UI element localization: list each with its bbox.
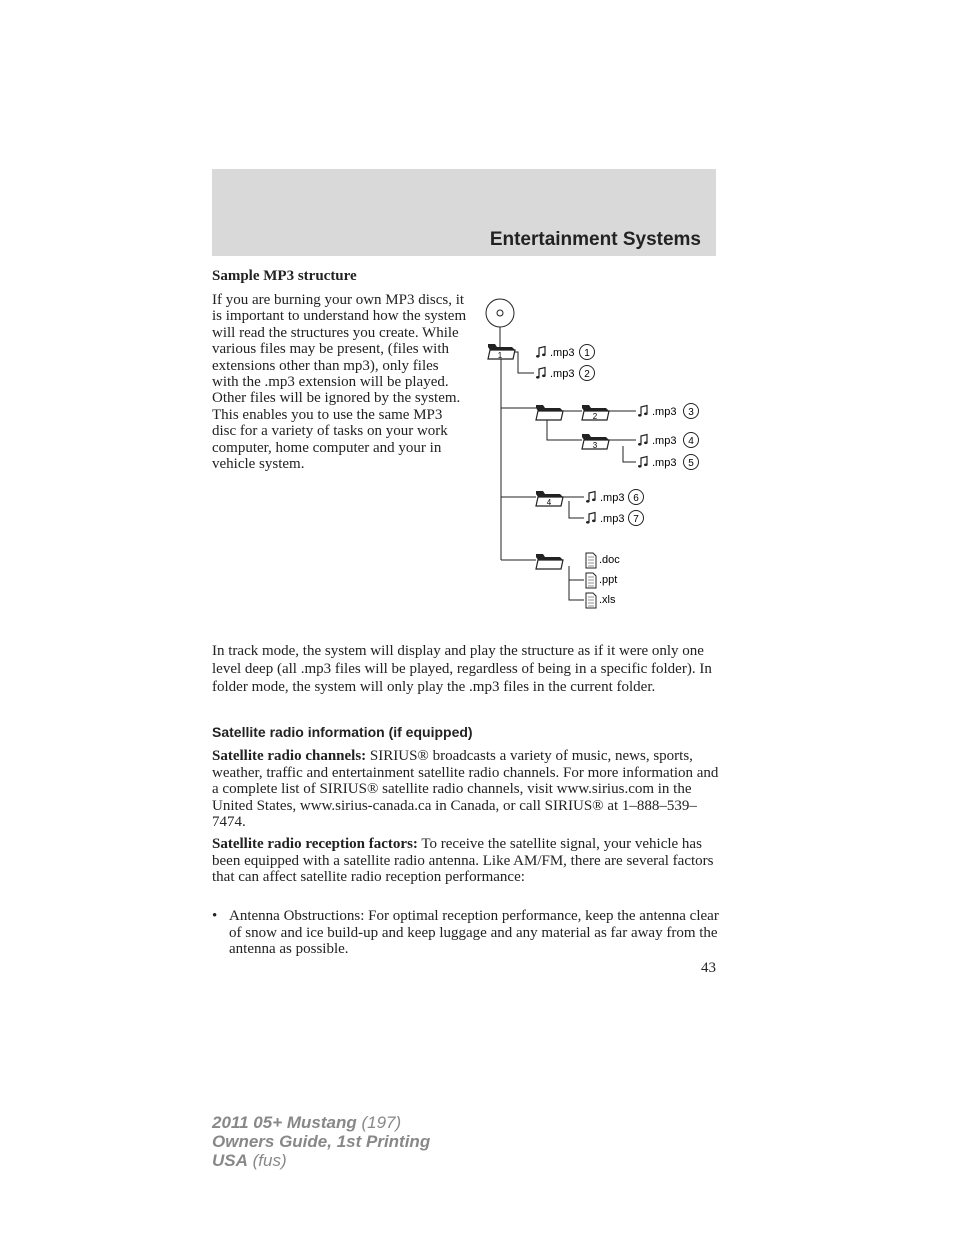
satellite-heading: Satellite radio information (if equipped) [212, 724, 473, 740]
folder-icon [536, 491, 563, 507]
page-number: 43 [701, 960, 716, 976]
section-header-band [212, 169, 716, 256]
document-footer [212, 1113, 430, 1170]
footer-guide-name: Owners Guide, 1st Printing [212, 1132, 431, 1151]
list-item [212, 908, 720, 958]
mp3-file-item [536, 366, 595, 381]
folder-icon [582, 405, 609, 421]
footer-model-code: (197) [361, 1113, 402, 1132]
mp3-file-item [638, 455, 699, 470]
document-icon [586, 593, 596, 608]
svg-text:.mp3: .mp3 [652, 435, 677, 447]
satellite-channels-label: Satellite radio channels: [212, 748, 367, 764]
satellite-channels-paragraph [212, 748, 720, 831]
music-note-icon [536, 368, 546, 379]
list-item-text: Antenna Obstructions: For optimal reception performance, keep the antenna clear of snow and ice build-up and keep luggage and any material as far away from the antenna as possible. [229, 908, 719, 958]
svg-text:3: 3 [592, 441, 598, 450]
reception-factors-list [212, 908, 720, 958]
mp3-file-item [536, 345, 595, 360]
svg-text:4: 4 [546, 498, 552, 507]
satellite-reception-text: To receive the satellite signal, your vehicle has been equipped with a satellite radio antenna. Like AM/FM, there are several factors that can affect satellite radio reception performance: [212, 836, 714, 886]
svg-text:6: 6 [633, 493, 639, 504]
bullet-marker: • [212, 908, 218, 924]
footer-line-2 [212, 1132, 430, 1151]
music-note-icon [586, 513, 596, 524]
folder-icon [582, 434, 609, 450]
mp3-file-item [586, 490, 644, 505]
svg-text:.xls: .xls [599, 594, 616, 606]
svg-text:.mp3: .mp3 [652, 457, 677, 469]
mp3-file-item [638, 433, 699, 448]
satellite-reception-label: Satellite radio reception factors: [212, 836, 418, 852]
svg-text:5: 5 [688, 458, 694, 469]
svg-text:.mp3: .mp3 [550, 368, 575, 380]
mp3-intro-paragraph: If you are burning your own MP3 discs, it is important to understand how the system will read the structures you create. While various files may be present, (files with extensions other than mp3), only files with the .mp3 extension will be played. Other files will be ignored by the system. This enables you to use the same MP3 disc for a variety of tasks on your work computer, home computer and your in vehicle system. [212, 292, 467, 473]
other-file-item [586, 573, 617, 588]
footer-market-code: (fus) [252, 1151, 287, 1170]
mp3-file-item [586, 511, 644, 526]
other-file-item [586, 553, 620, 568]
music-note-icon [638, 457, 648, 468]
svg-text:.mp3: .mp3 [600, 513, 625, 525]
svg-text:2: 2 [584, 369, 590, 380]
footer-market: USA [212, 1151, 248, 1170]
satellite-channels-text: SIRIUS® broadcasts a variety of music, news, sports, weather, traffic and entertainment satellite radio channels. For more information and a complete list of SIRIUS® satellite radio channels, visit www.sirius.com in the United States, www.sirius-canada.ca in Canada, or call SIRIUS® at 1–888–539–7474. [212, 748, 719, 831]
folder-icon [536, 554, 563, 569]
svg-text:2: 2 [592, 412, 598, 421]
other-file-item [586, 593, 616, 608]
svg-text:7: 7 [633, 514, 639, 525]
music-note-icon [536, 347, 546, 358]
svg-text:.mp3: .mp3 [600, 492, 625, 504]
svg-text:.mp3: .mp3 [652, 406, 677, 418]
track-mode-paragraph: In track mode, the system will display and play the structure as if it were only one level deep (all .mp3 files will be played, regardless of being in a specific folder). In folder mode, the system will only play the .mp3 files in the current folder. [212, 643, 712, 695]
music-note-icon [586, 492, 596, 503]
section-title: Entertainment Systems [489, 229, 701, 250]
mp3-structure-diagram [480, 290, 720, 620]
document-icon [586, 573, 596, 588]
svg-text:.ppt: .ppt [599, 574, 618, 586]
svg-text:4: 4 [688, 436, 694, 447]
svg-text:.mp3: .mp3 [550, 347, 575, 359]
music-note-icon [638, 435, 648, 446]
mp3-file-item [638, 404, 699, 419]
mp3-structure-title: Sample MP3 structure [212, 268, 357, 284]
svg-text:.doc: .doc [599, 554, 620, 566]
music-note-icon [638, 406, 648, 417]
footer-line-1 [212, 1113, 430, 1132]
satellite-reception-paragraph [212, 836, 720, 886]
folder-icon [536, 405, 563, 420]
folder-icon [488, 344, 515, 360]
svg-text:3: 3 [688, 407, 694, 418]
svg-text:1: 1 [497, 351, 503, 360]
cd-disc-icon [486, 299, 514, 327]
svg-text:1: 1 [584, 348, 590, 359]
document-icon [586, 553, 596, 568]
footer-model: 2011 05+ Mustang [212, 1113, 357, 1132]
footer-line-3 [212, 1151, 430, 1170]
